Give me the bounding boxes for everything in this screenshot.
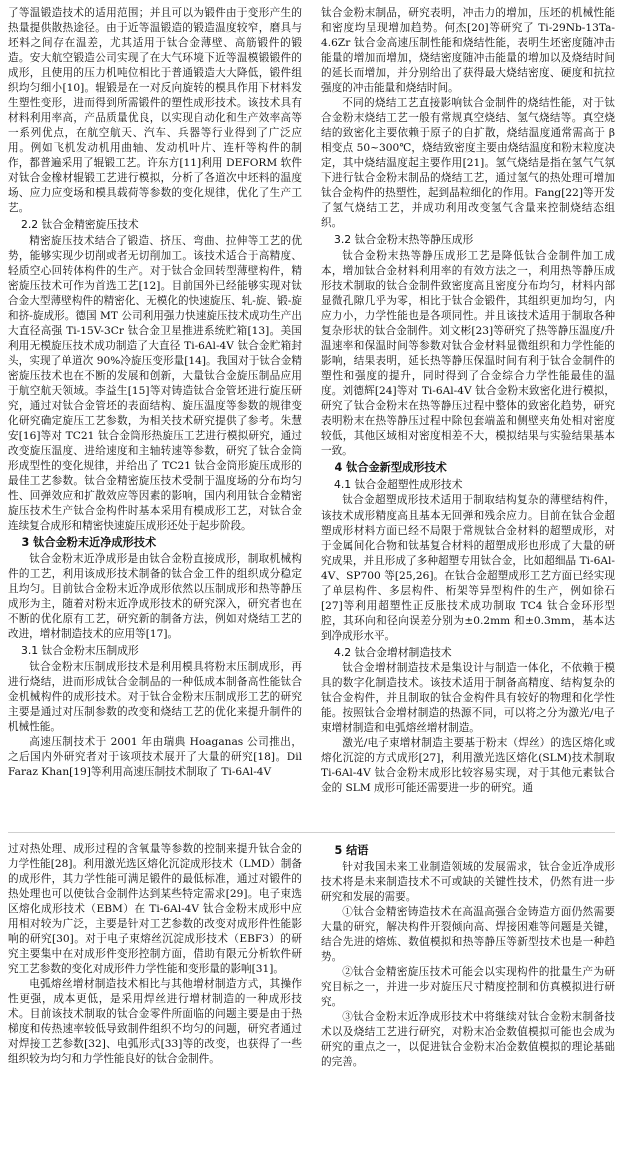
body-paragraph: 钛合金粉末制品，研究表明，冲击力的增加，压坯的机械性能和密度均呈现增加趋势。何杰[20]等研究了 Ti-29Nb-13Ta-4.6Zr 钛合金高速压制性能和烧结性能，表明生坯密度随冲击能量的增加而增加，烧结密度随冲击能量的增加以及烧结时间的延长而增加，并分别给出了获得最大烧结密度、硬度和抗拉强度的冲击能量和烧结时间。: [321, 7, 615, 95]
body-paragraph: 钛合金粉末压制成形技术是利用模具将粉末压制成形，再进行烧结，进而形成钛合金制品的一种低成本制备高性能钛合金机械构件的成形技术。对于钛合金粉末压制成形工艺的研究主要是通过对压制参数的改变和烧结工艺的优化来提升制件的机械性能。: [8, 660, 302, 733]
body-paragraph: 过对热处理、成形过程的含氧量等参数的控制来提升钛合金的力学性能[28]。利用激光选区熔化沉淀成形技术（LMD）制备的成形件，其力学性能可满足锻件的最低标准，通过对锻件的热处理也可以使钛合金制件达到某些特定需求[29]。电子束选区熔化成形技术（EBM）在 Ti-6Al-4V 钛合金粉末成形中应用相对较为广泛，主要是针对工艺参数的改变对成形件性能影响的研究[30]。对于电子束熔丝沉淀成形技术（EBF3）的研究主要集中在对成形件变形控制方面，借助有限元分析软件研究工艺参数的变化对成形件力学性能和变形量的影响[31]。: [8, 843, 302, 976]
body-paragraph: 电弧熔丝增材制造技术相比与其他增材制造方式，其操作性更强，成本更低，是采用焊丝进行增材制造的一种成形技术。目前该技术制取的钛合金零件所面临的问题主要是由于热梯度和传热速率较低导致制件组织不均匀的问题，研究者通过对焊接工艺参数[32]、电弧形式[33]等的改变，也获得了一些组织较为均匀和力学性能良好的钛合金制件。: [8, 978, 302, 1066]
subsection-heading: 4.1 钛合金超塑性成形技术: [333, 478, 463, 492]
upper-right-column: [321, 6, 615, 826]
body-paragraph: 激光/电子束增材制造主要基于粉末（焊丝）的选区熔化或熔化沉淀的方式成形[27]，利用激光选区熔化(SLM)技术制取 Ti-6Al-4V 钛合金粉末成形比较容易实现，对于其他元素钛合金的 SLM 成形可能还需要进一步的研究。通: [321, 737, 615, 795]
body-paragraph: 钛合金增材制造技术是集设计与制造一体化，不依赖于模具的数字化制造技术。该技术适用于制备高精度、结构复杂的钛合金构件，并且制取的钛合金构件具有较好的物理和化学性能。按照钛合金增材制造的热源不同，可以将之分为激光/电子束增材制造和电弧熔丝增材制造。: [321, 662, 615, 735]
body-paragraph: ①钛合金精密铸造技术在高温高强合金铸造方面仍然需要大量的研究，解决构件开裂倾向高、焊接困难等问题是关键，结合先进的熔炼、数值模拟和热等静压等新型技术也是一种趋势。: [321, 906, 615, 964]
subsection-heading: 3.1 钛合金粉末压制成形: [20, 644, 139, 658]
subsection-heading: 4.2 钛合金增材制造技术: [333, 645, 452, 659]
subsection-heading: 3.2 钛合金粉末热等静压成形: [333, 233, 474, 247]
body-paragraph: 精密旋压技术结合了锻造、挤压、弯曲、拉伸等工艺的优势，能够实现少切削或者无切削加工。该技术适合于高精度、轻质空心回转体构件的生产。对于钛合金回转型薄壁构件，精密旋压技术可作为首选工艺[12]。目前国外已经能够实现对钛合金大型薄壁构件的精密化、无模化的快速旋压、轧-旋、锻-旋和挤-旋成形。德国 MT 公司利用强力快速旋压技术成功生产出大直径高强 Ti-15V-3Cr 钛合金卫星推进系统贮箱[13]。美国利用无模旋压技术成功制造了大直径 Ti-6Al-4V 钛合金贮箱封头，实现了单道次 90%冷旋压变形量[14]。我国对于钛合金精密旋压技术也在不断的发展和创新，大量钛合金旋压制品应用于航空航天领域。李益生[15]等对铸造钛合金管坯进行旋压研究，通过对钛合金管坯的表面结构、旋压温度等参数的规律变化研究确定旋压工艺参数，为相关技术研究提供了参考。朱慧安[16]等对 TC21 钛合金筒形热旋压工艺进行模拟研究，通过改变旋压温度、进给速度和主轴转速等参数，研究了钛合金筒形成型性的变化规律，并给出了 TC21 钛合金筒形旋压成形的最佳工艺参数。钛合金精密旋压技术受制于温度场的分布均匀性、回弹效应和扩散效应等因素的影响，国内利用钛合金精密旋压技术生产钛合金构件时基本采用有模成形工艺，对钛合金连续复合成形和精密快速旋压成形还处于起步阶段。: [8, 234, 302, 533]
body-paragraph: ②钛合金精密旋压技术可能会以实现构件的批量生产为研究目标之一，并进一步对旋压尺寸精度控制和仿真模拟进行研究。: [321, 966, 615, 1009]
body-paragraph: 了等温锻造技术的适用范围；并且可以为锻件由于变形产生的热量提供散热途径。由于近等温锻造的锻造温度较窄，磨具与坯料之间存在温差，尤其适用于钛合金薄壁、高筋锻件的锻造。安大航空锻造公司实现了在大气环境下近等温模锻锻件的成形，且使用的压力机吨位相比于普通锻造大大降低，锻件组织均匀细小[10]。辊锻是在一对反向旋转的模具作用下材料发生塑性变形，进而得到所需锻件的塑性成形技术。该技术具有材料利用率高，产品质量优良，以实现自动化和生产效率高等一系列优点，在航空航天、汽车、兵器等行业得到了广泛应用。例如飞机发动机用曲轴、发动机叶片、连杆等构件的制作，都普遍采用了辊锻工艺。许东方[11]利用 DEFORM 软件对钛合金橡材辊锻工艺进行模拟，分析了各道次中坯料的温度场、应力应变场和模具载荷等参数的变化规律，优化了生产工艺。: [8, 7, 302, 215]
body-paragraph: 钛合金粉末热等静压成形工艺是降低钛合金制件加工成本，增加钛合金材料利用率的有效方法之一，利用热等静压成形技术制取的钛合金制件致密度高且密度分布均匀，材料内部显微孔隙几乎为零，相比于钛合金锻件，其组织更加均匀，内应力小，力学性能也是各项同性。并且该技术适用于制取各种复杂形状的钛合金制件。刘文彬[23]等研究了热等静压温度/升温速率和保温时间等参数对钛合金材料显微组织和力学性能的影响，结果表明，延长热等静压保温时间有利于钛合金制件的塑性和强度的提升，同时得到了合金综合力学性能最佳的温度。刘德辉[24]等对 Ti-6Al-4V 钛合金粉末致密化进行模拟，研究了钛合金粉末在热等静压过程中整体的致密化趋势，研究表明粉末在热等静压过程中除包套端盖和侧壁夹角处相对密度较低，其他区域相对密度相差不大，模拟结果与实验结果基本一致。: [321, 249, 615, 458]
section-heading: 4 钛合金新型成形技术: [334, 461, 447, 475]
body-paragraph: 高速压制技术于 2001 年由瑞典 Hoaganas 公司推出，之后国内外研究者对于该项技术展开了大量的研究[18]。Dil Faraz Khan[19]等利用高速压制技术制取了 Ti-6Al-4V: [8, 735, 302, 779]
body-paragraph: 不同的烧结工艺直接影响钛合金制件的烧结性能，对于钛合金粉末烧结工艺一般有常规真空烧结、氢气烧结等。真空烧结的致密化主要依赖于原子的自扩散，烧结温度通常需高于 β 相变点 50~300℃，烧结致密度主要由烧结温度和粉末粒度决定，其中烧结温度起主要作用[21]。氢气烧结是指在氢气气氛下进行钛合金粉末制品的烧结工艺，通过氢气的热处理可增加钛合金构件的热塑性，起到晶粒细化的作用。Fang[22]等开发了氢气烧结工艺，并成功利用改变氢气含量来控制烧结态组织。: [321, 97, 615, 230]
section-heading: 3 钛合金粉末近净成形技术: [21, 536, 157, 550]
lower-left-column: [8, 842, 302, 1145]
body-paragraph: 钛合金超塑成形技术适用于制取结构复杂的薄壁结构件，该技术成形精度高且基本无回弹和残余应力。目前在钛合金超塑成形材料方面已经不局限于常规钛合金材料的超塑成形，对于金属间化合物和钛基复合材料的超塑成形也形成了大量的研究成果，并且形成了多种超塑专用钛合金，比如超细晶 Ti-6Al-4V、SP700 等[25,26]。在钛合金超塑成形工艺方面已经实现了单层构件、多层构件、桁架等异型构件的生产，例如徐石[27]等利用超塑性正反胀技术成功制取 TC4 钛合金环形型腔，其环向和径向误差分别为±0.2mm 和±0.3mm，基本达到净成形水平。: [321, 494, 615, 642]
lower-text-block: [8, 842, 615, 1145]
lower-right-column: [321, 842, 615, 1145]
subsection-heading: 2.2 钛合金精密旋压技术: [20, 218, 139, 232]
body-paragraph: 针对我国未来工业制造领域的发展需求，钛合金近净成形技术将是未来制造技术不可或缺的关键性技术，仍然有进一步研究和发展的需要。: [321, 860, 615, 903]
upper-left-column: [8, 6, 302, 826]
body-paragraph: 钛合金粉末近净成形是由钛合金粉直接成形，制取机械构件的工艺，利用该成形技术制备的钛合金工件的组织成分稳定且均匀。目前钛合金粉末近净成形依然以压制成形和热等静压成形为主，随着对粉末近净成形技术的研究深入，研究者也在不断的优化原有工艺，研究新的制备方法，例如对烧结工艺的改进，增材制造技术的应用等[17]。: [8, 553, 302, 641]
upper-text-block: [8, 6, 615, 826]
section-heading: 5 结语: [334, 844, 369, 857]
body-paragraph: ③钛合金粉末近净成形技术中将继续对钛合金粉末制备技术以及烧结工艺进行研究，对粉末冶金数值模拟可能也会成为研究的重点之一，以促进钛合金粉末冶金数值模拟的理论基础的完善。: [321, 1011, 615, 1069]
section-divider: [8, 832, 615, 833]
